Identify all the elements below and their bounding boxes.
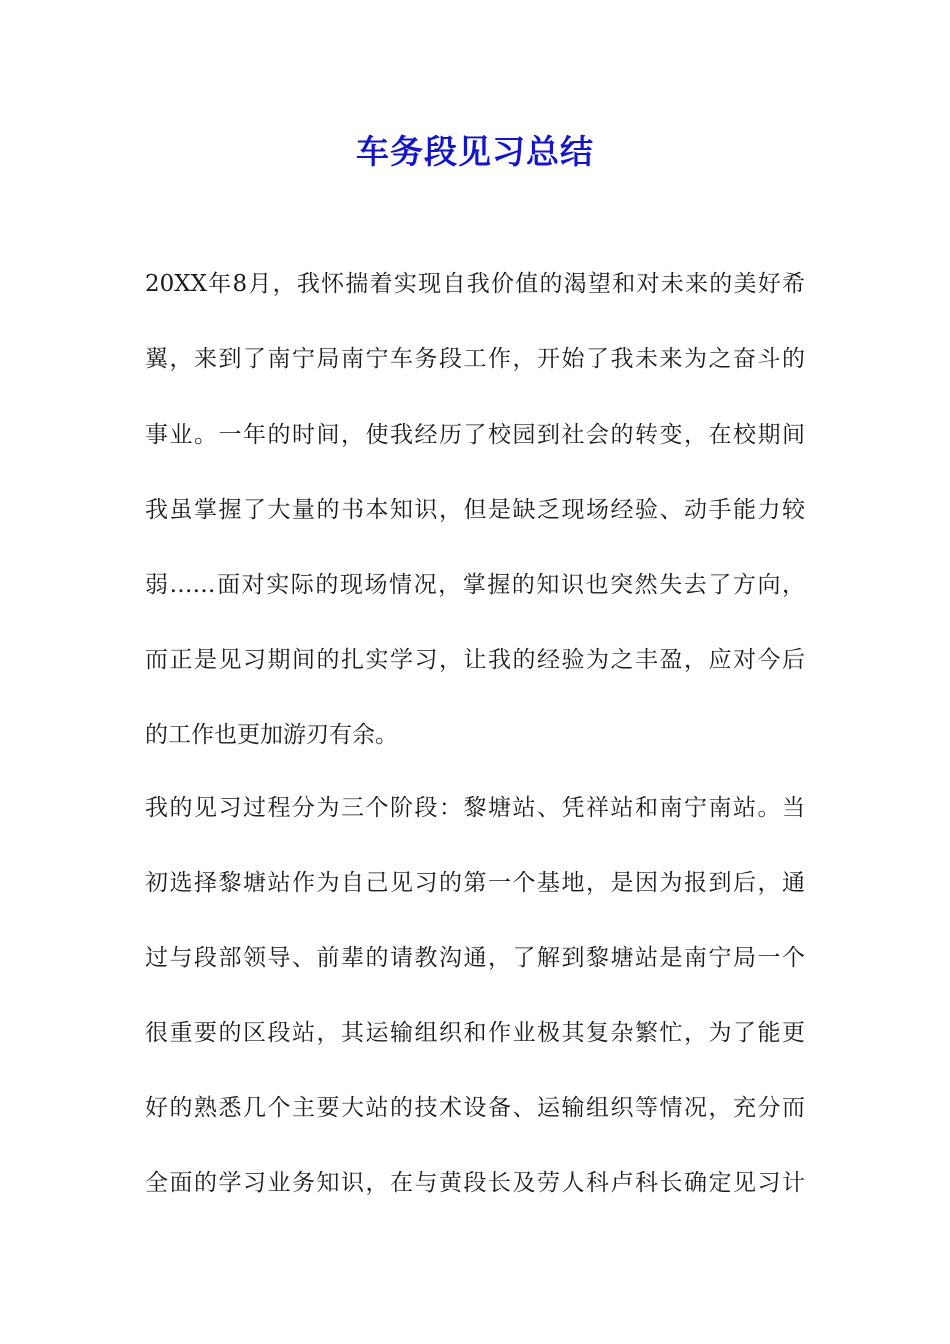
paragraph-1-line-1: 20XX年8月，我怀揣着实现自我价值的渴望和对未来的美好希 bbox=[145, 271, 805, 297]
paragraph-1-line-3: 事业。一年的时间，使我经历了校园到社会的转变，在校期间 bbox=[145, 422, 805, 448]
paragraph-1-line-6: 而正是见习期间的扎实学习，让我的经验为之丰盈，应对今后 bbox=[145, 647, 805, 673]
paragraph-1-line-5: 弱……面对实际的现场情况，掌握的知识也突然失去了方向， bbox=[145, 572, 805, 598]
paragraph-2-line-1: 我的见习过程分为三个阶段：黎塘站、凭祥站和南宁南站。当 bbox=[145, 795, 805, 821]
paragraph-1-line-2: 翼，来到了南宁局南宁车务段工作，开始了我未来为之奋斗的 bbox=[145, 346, 805, 372]
document-title: 车务段见习总结 bbox=[356, 132, 594, 171]
paragraph-1-line-4: 我虽掌握了大量的书本知识，但是缺乏现场经验、动手能力较 bbox=[145, 497, 805, 523]
paragraph-2-line-4: 很重要的区段站，其运输组织和作业极其复杂繁忙，为了能更 bbox=[145, 1020, 805, 1046]
paragraph-2-line-2: 初选择黎塘站作为自己见习的第一个基地，是因为报到后，通 bbox=[145, 870, 805, 896]
paragraph-2-line-6: 全面的学习业务知识，在与黄段长及劳人科卢科长确定见习计 bbox=[145, 1170, 805, 1196]
paragraph-1-line-7: 的工作也更加游刃有余。 bbox=[145, 722, 398, 748]
paragraph-2-line-3: 过与段部领导、前辈的请教沟通，了解到黎塘站是南宁局一个 bbox=[145, 945, 805, 971]
paragraph-2-line-5: 好的熟悉几个主要大站的技术设备、运输组织等情况，充分而 bbox=[145, 1095, 805, 1121]
